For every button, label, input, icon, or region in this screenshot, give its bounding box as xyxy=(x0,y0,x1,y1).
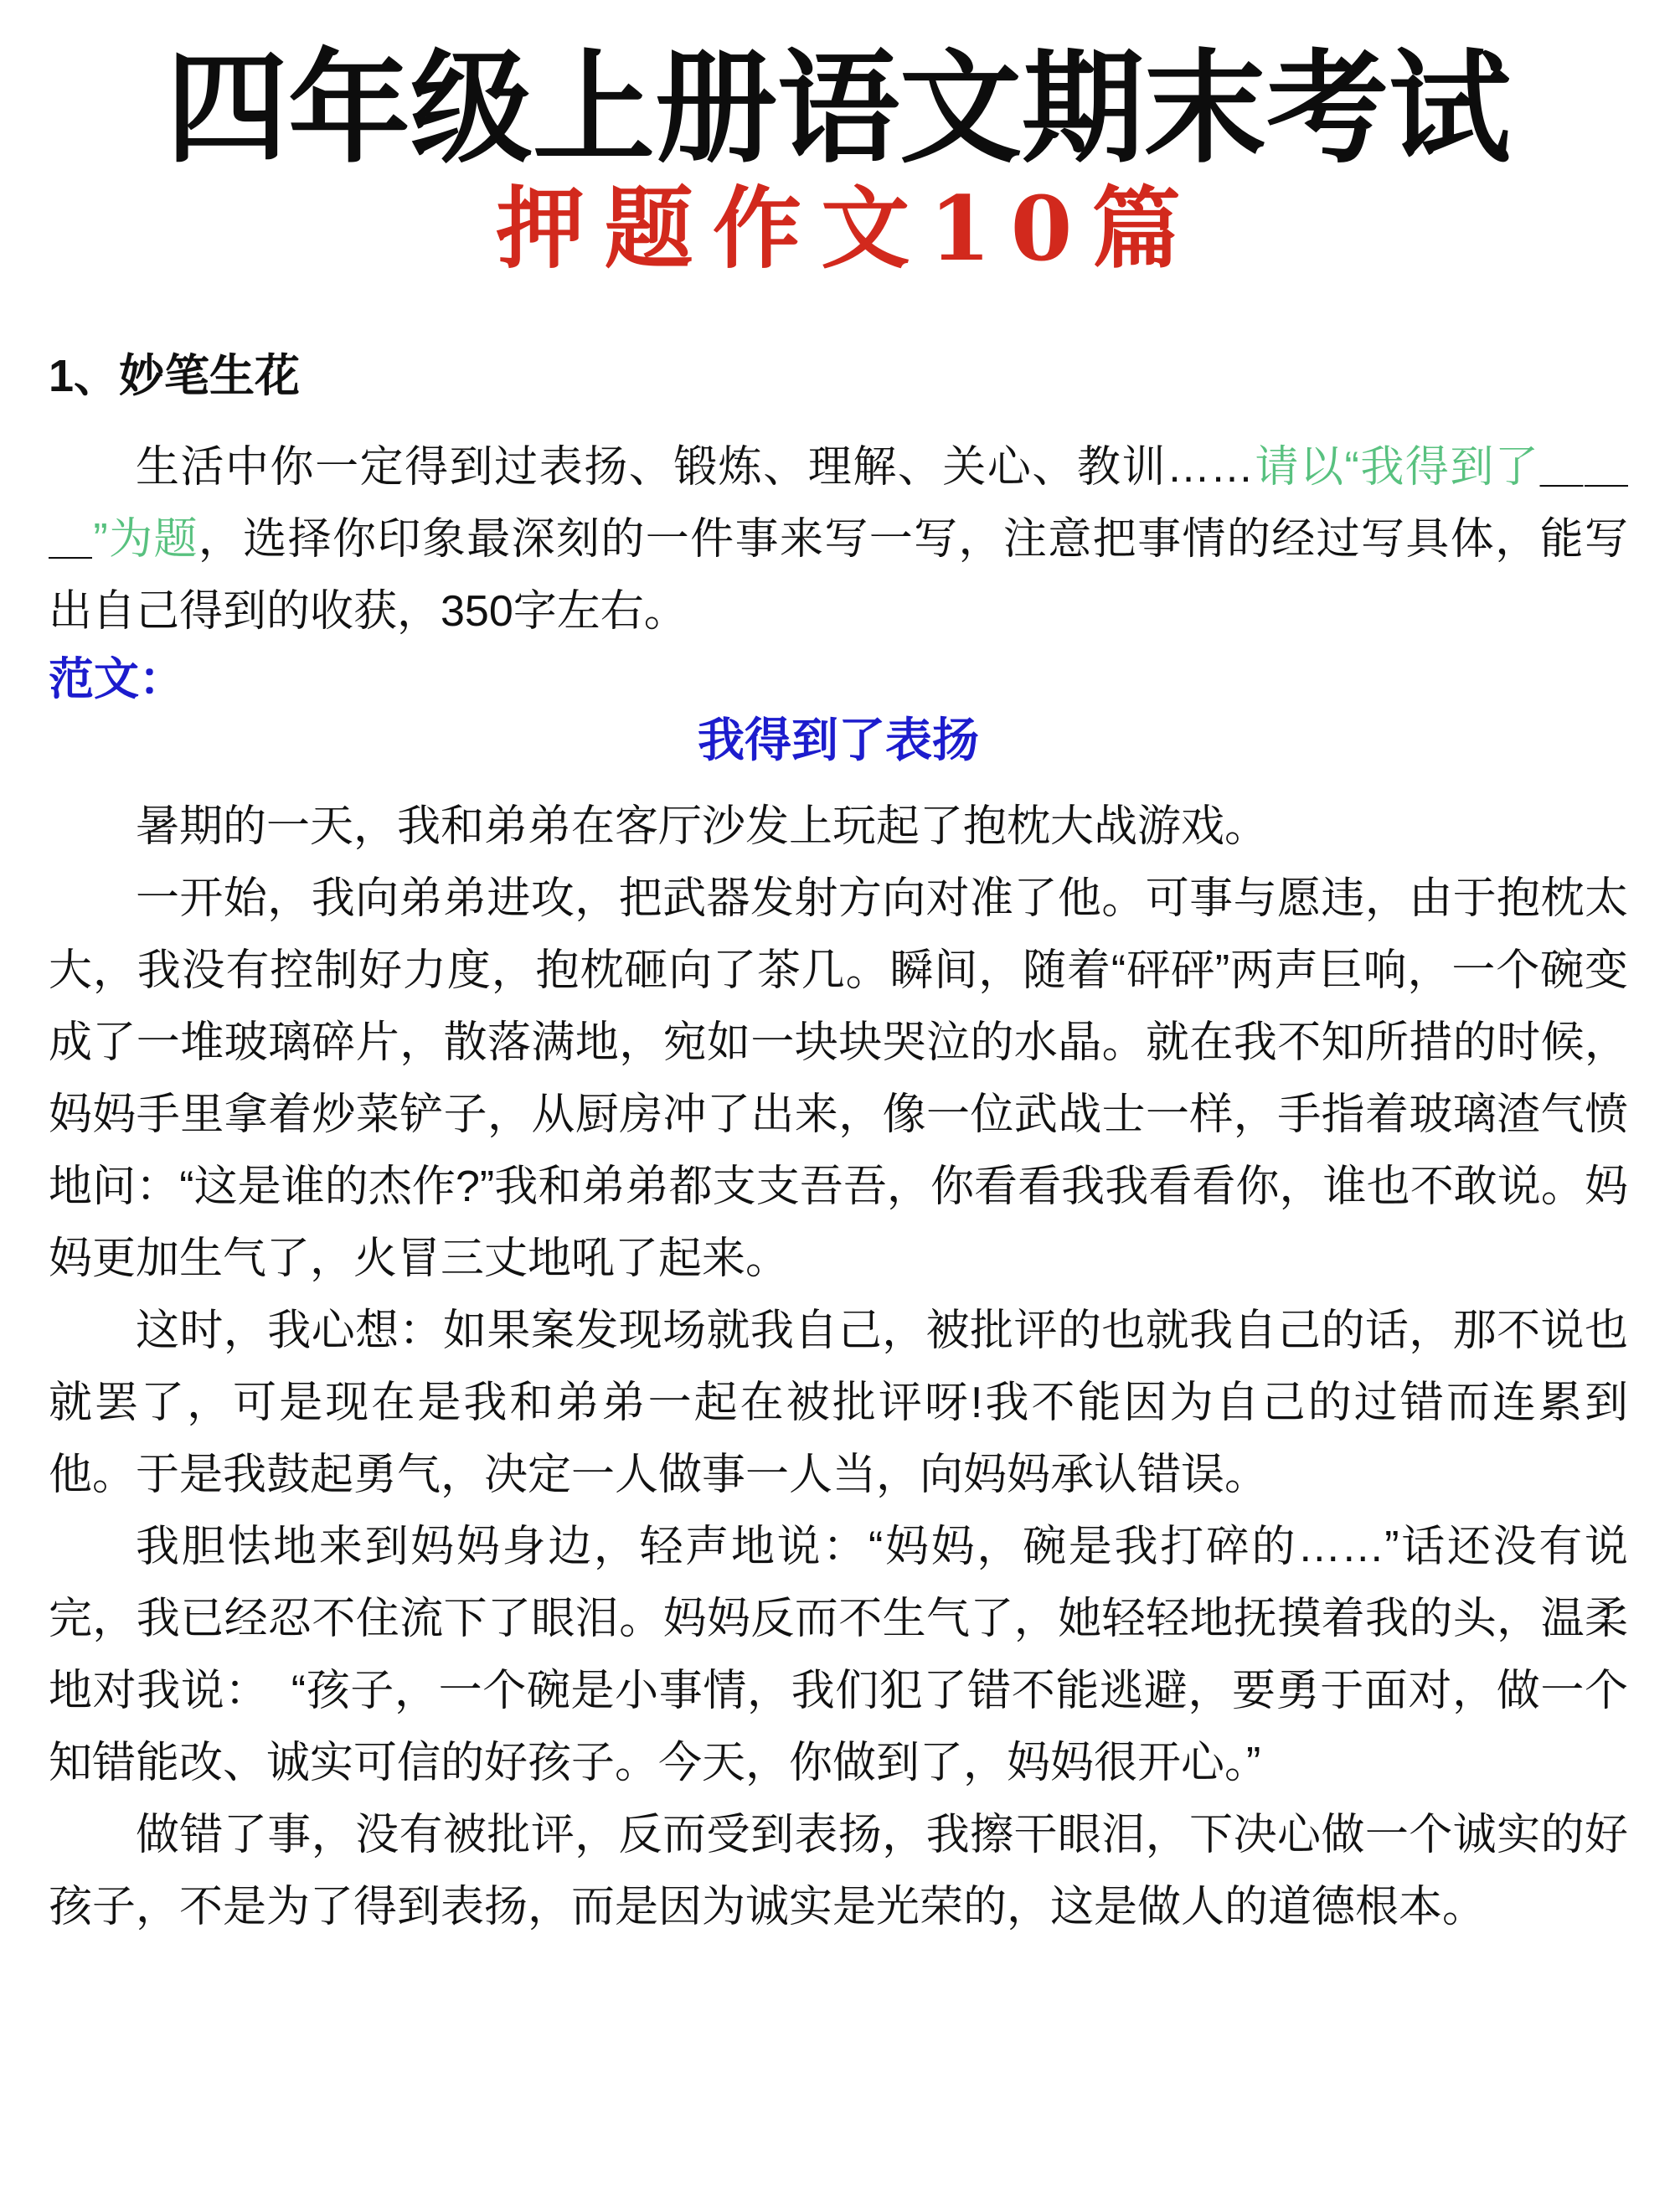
essay-prompt xyxy=(49,431,1628,647)
essay-paragraph-5: 做错了事，没有被批评，反而受到表扬，我擦干眼泪，下决心做一个诚实的好孩子，不是为了得到表扬，而是因为诚实是光荣的，这是做人的道德根本。 xyxy=(49,1810,1628,1931)
prompt-green-open-text: 请以“我得到了 xyxy=(1253,443,1540,492)
prompt-lead-text: 生活中你一定得到过表扬、锻炼、理解、关心、教训…… xyxy=(136,443,1254,492)
essay-paragraph-3: 这时，我心想：如果案发现场就我自己，被批评的也就我自己的话，那不说也就罢了，可是现在是我和弟弟一起在被批评呀!我不能因为自己的过错而连累到他。于是我鼓起勇气，决定一人做事一人当，向妈妈承认错误。 xyxy=(49,1306,1628,1499)
prompt-tail-text: ，选择你印象最深刻的一件事来写一写，注意把事情的经过写具体，能写出自己得到的收获，350字左右。 xyxy=(49,515,1628,637)
prompt-green-close-text: ”为题 xyxy=(93,515,198,565)
model-essay-label: 范文： xyxy=(49,654,184,705)
essay-title: 我得到了表扬 xyxy=(698,714,979,767)
document-subtitle: 押题作文10篇 xyxy=(496,175,1201,281)
section-heading: 1、妙笔生花 xyxy=(49,350,301,401)
essay-paragraph-1: 暑期的一天，我和弟弟在客厅沙发上玩起了抱枕大战游戏。 xyxy=(136,802,1269,851)
essay-paragraph-4: 我胆怯地来到妈妈身边，轻声地说：“妈妈，碗是我打碎的……”话还没有说完，我已经忍不住流下了眼泪。妈妈反而不生气了，她轻轻地抚摸着我的头，温柔地对我说： “孩子，一个碗是小事情，我们犯了错不能逃避，要勇于面对，做一个知错能改、诚实可信的好孩子。今天，你做到了，妈妈很开心。” xyxy=(49,1522,1628,1787)
document-title: 四年级上册语文期末考试 xyxy=(166,40,1511,177)
essay-paragraph-2: 一开始，我向弟弟进攻，把武器发射方向对准了他。可事与愿违，由于抱枕太大，我没有控制好力度，抱枕砸向了茶几。瞬间，随着“砰砰”两声巨响，一个碗变成了一堆玻璃碎片，散落满地，宛如一块块哭泣的水晶。就在我不知所措的时候，妈妈手里拿着炒菜铲子，从厨房冲了出来，像一位武战士一样，手指着玻璃渣气愤地问：“这是谁的杰作?”我和弟弟都支支吾吾，你看看我我看看你，谁也不敢说。妈妈更加生气了，火冒三丈地吼了起来。 xyxy=(49,874,1628,1283)
prompt-blank-underline: ＿＿＿ xyxy=(49,443,1628,565)
